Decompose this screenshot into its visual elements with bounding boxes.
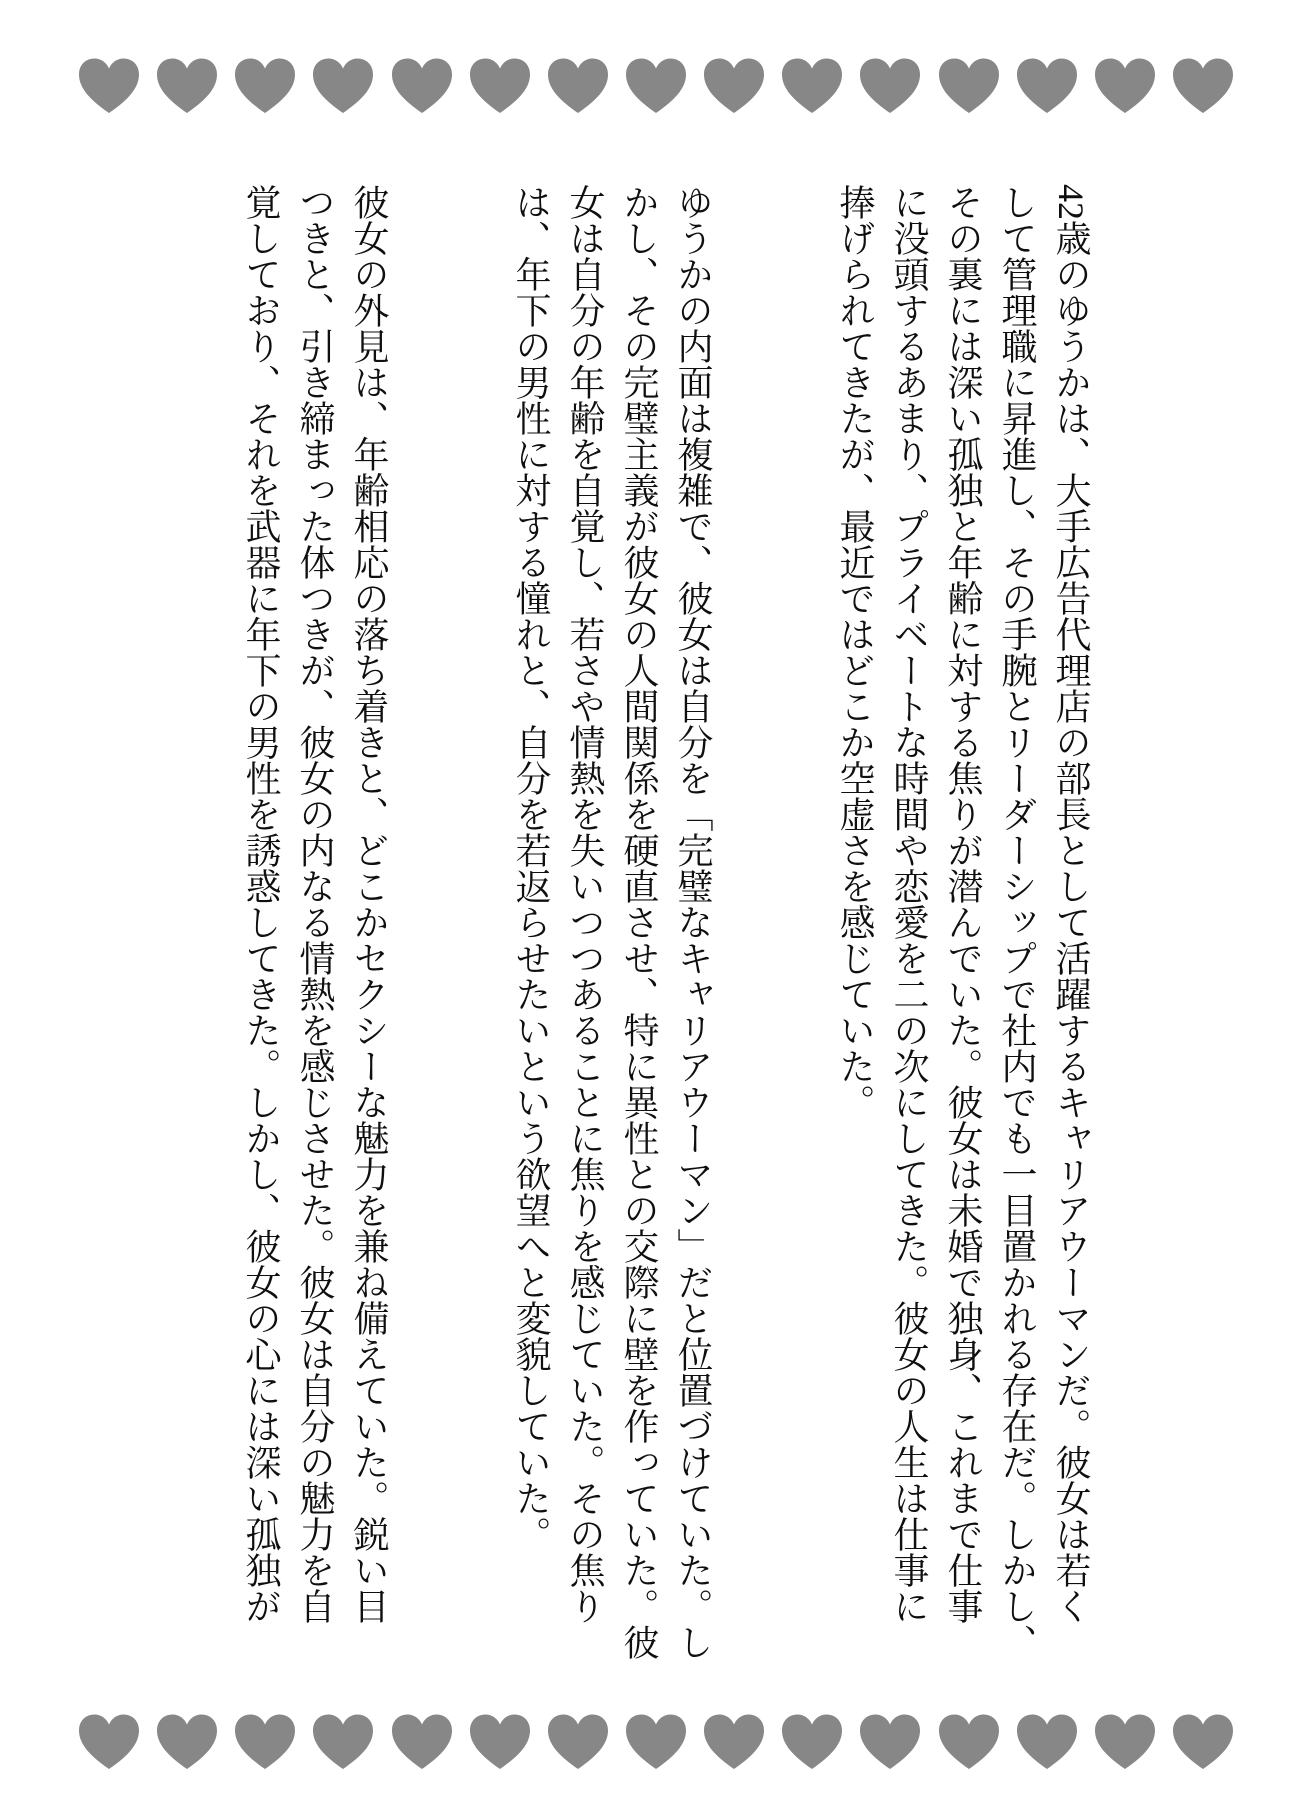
text-column: 42歳のゆうかは、大手広告代理店の部長として活躍するキャリアウーマンだ。彼女は若く: [1051, 184, 1091, 1624]
heart-icon: [1093, 1713, 1157, 1771]
hearts-border-bottom: [77, 1713, 1235, 1771]
story-paragraph: [828, 184, 1098, 1664]
text-column: して管理職に昇進し、その手腕とリーダーシップで社内でも一目置かれる存在だ。しかし、: [997, 184, 1037, 1660]
story-text: [234, 184, 1098, 1664]
story-paragraph: [234, 184, 396, 1664]
heart-icon: [311, 57, 375, 115]
heart-icon: [702, 1713, 766, 1771]
heart-icon: [390, 57, 454, 115]
heart-icon: [468, 57, 532, 115]
heart-icon: [937, 1713, 1001, 1771]
heart-icon: [937, 57, 1001, 115]
text-column: つきと、引き締まった体つきが、彼女の内なる情熱を感じさせた。彼女は自分の魅力を自: [295, 184, 335, 1624]
heart-icon: [546, 57, 610, 115]
text-column: ゆうかの内面は複雑で、彼女は自分を「完璧なキャリアウーマン」だと位置づけていた。し: [673, 184, 713, 1660]
text-column: は、年下の男性に対する憧れと、自分を若返らせたいという欲望へと変貌していた。: [511, 184, 551, 1552]
heart-icon: [468, 1713, 532, 1771]
text-column: 女は自分の年齢を自覚し、若さや情熱を失いつつあることに焦りを感じていた。その焦り: [565, 184, 605, 1624]
heart-icon: [233, 1713, 297, 1771]
text-column: かし、その完璧主義が彼女の人間関係を硬直させ、特に異性との交際に壁を作っていた。彼: [619, 184, 659, 1660]
heart-icon: [780, 1713, 844, 1771]
heart-icon: [1015, 1713, 1079, 1771]
hearts-border-top: [77, 57, 1235, 115]
heart-icon: [858, 1713, 922, 1771]
text-column: 覚しており、それを武器に年下の男性を誘惑してきた。しかし、彼女の心には深い孤独が: [241, 184, 281, 1624]
heart-icon: [780, 57, 844, 115]
heart-icon: [546, 1713, 610, 1771]
heart-icon: [311, 1713, 375, 1771]
heart-icon: [390, 1713, 454, 1771]
heart-icon: [858, 57, 922, 115]
text-column: その裏には深い孤独と年齢に対する焦りが潜んでいた。彼女は未婚で独身、これまで仕事: [943, 184, 983, 1624]
heart-icon: [702, 57, 766, 115]
heart-icon: [624, 57, 688, 115]
heart-icon: [1171, 1713, 1235, 1771]
text-column: に没頭するあまり、プライベートな時間や恋愛を二の次にしてきた。彼女の人生は仕事に: [889, 184, 929, 1624]
story-paragraph: [504, 184, 720, 1664]
heart-icon: [624, 1713, 688, 1771]
heart-icon: [155, 1713, 219, 1771]
heart-icon: [155, 57, 219, 115]
heart-icon: [1015, 57, 1079, 115]
text-column: 捧げられてきたが、最近ではどこか空虚さを感じていた。: [835, 184, 875, 1120]
heart-icon: [77, 1713, 141, 1771]
heart-icon: [1171, 57, 1235, 115]
text-column: 彼女の外見は、年齢相応の落ち着きと、どこかセクシーな魅力を兼ね備えていた。鋭い目: [349, 184, 389, 1624]
heart-icon: [77, 57, 141, 115]
heart-icon: [1093, 57, 1157, 115]
heart-icon: [233, 57, 297, 115]
